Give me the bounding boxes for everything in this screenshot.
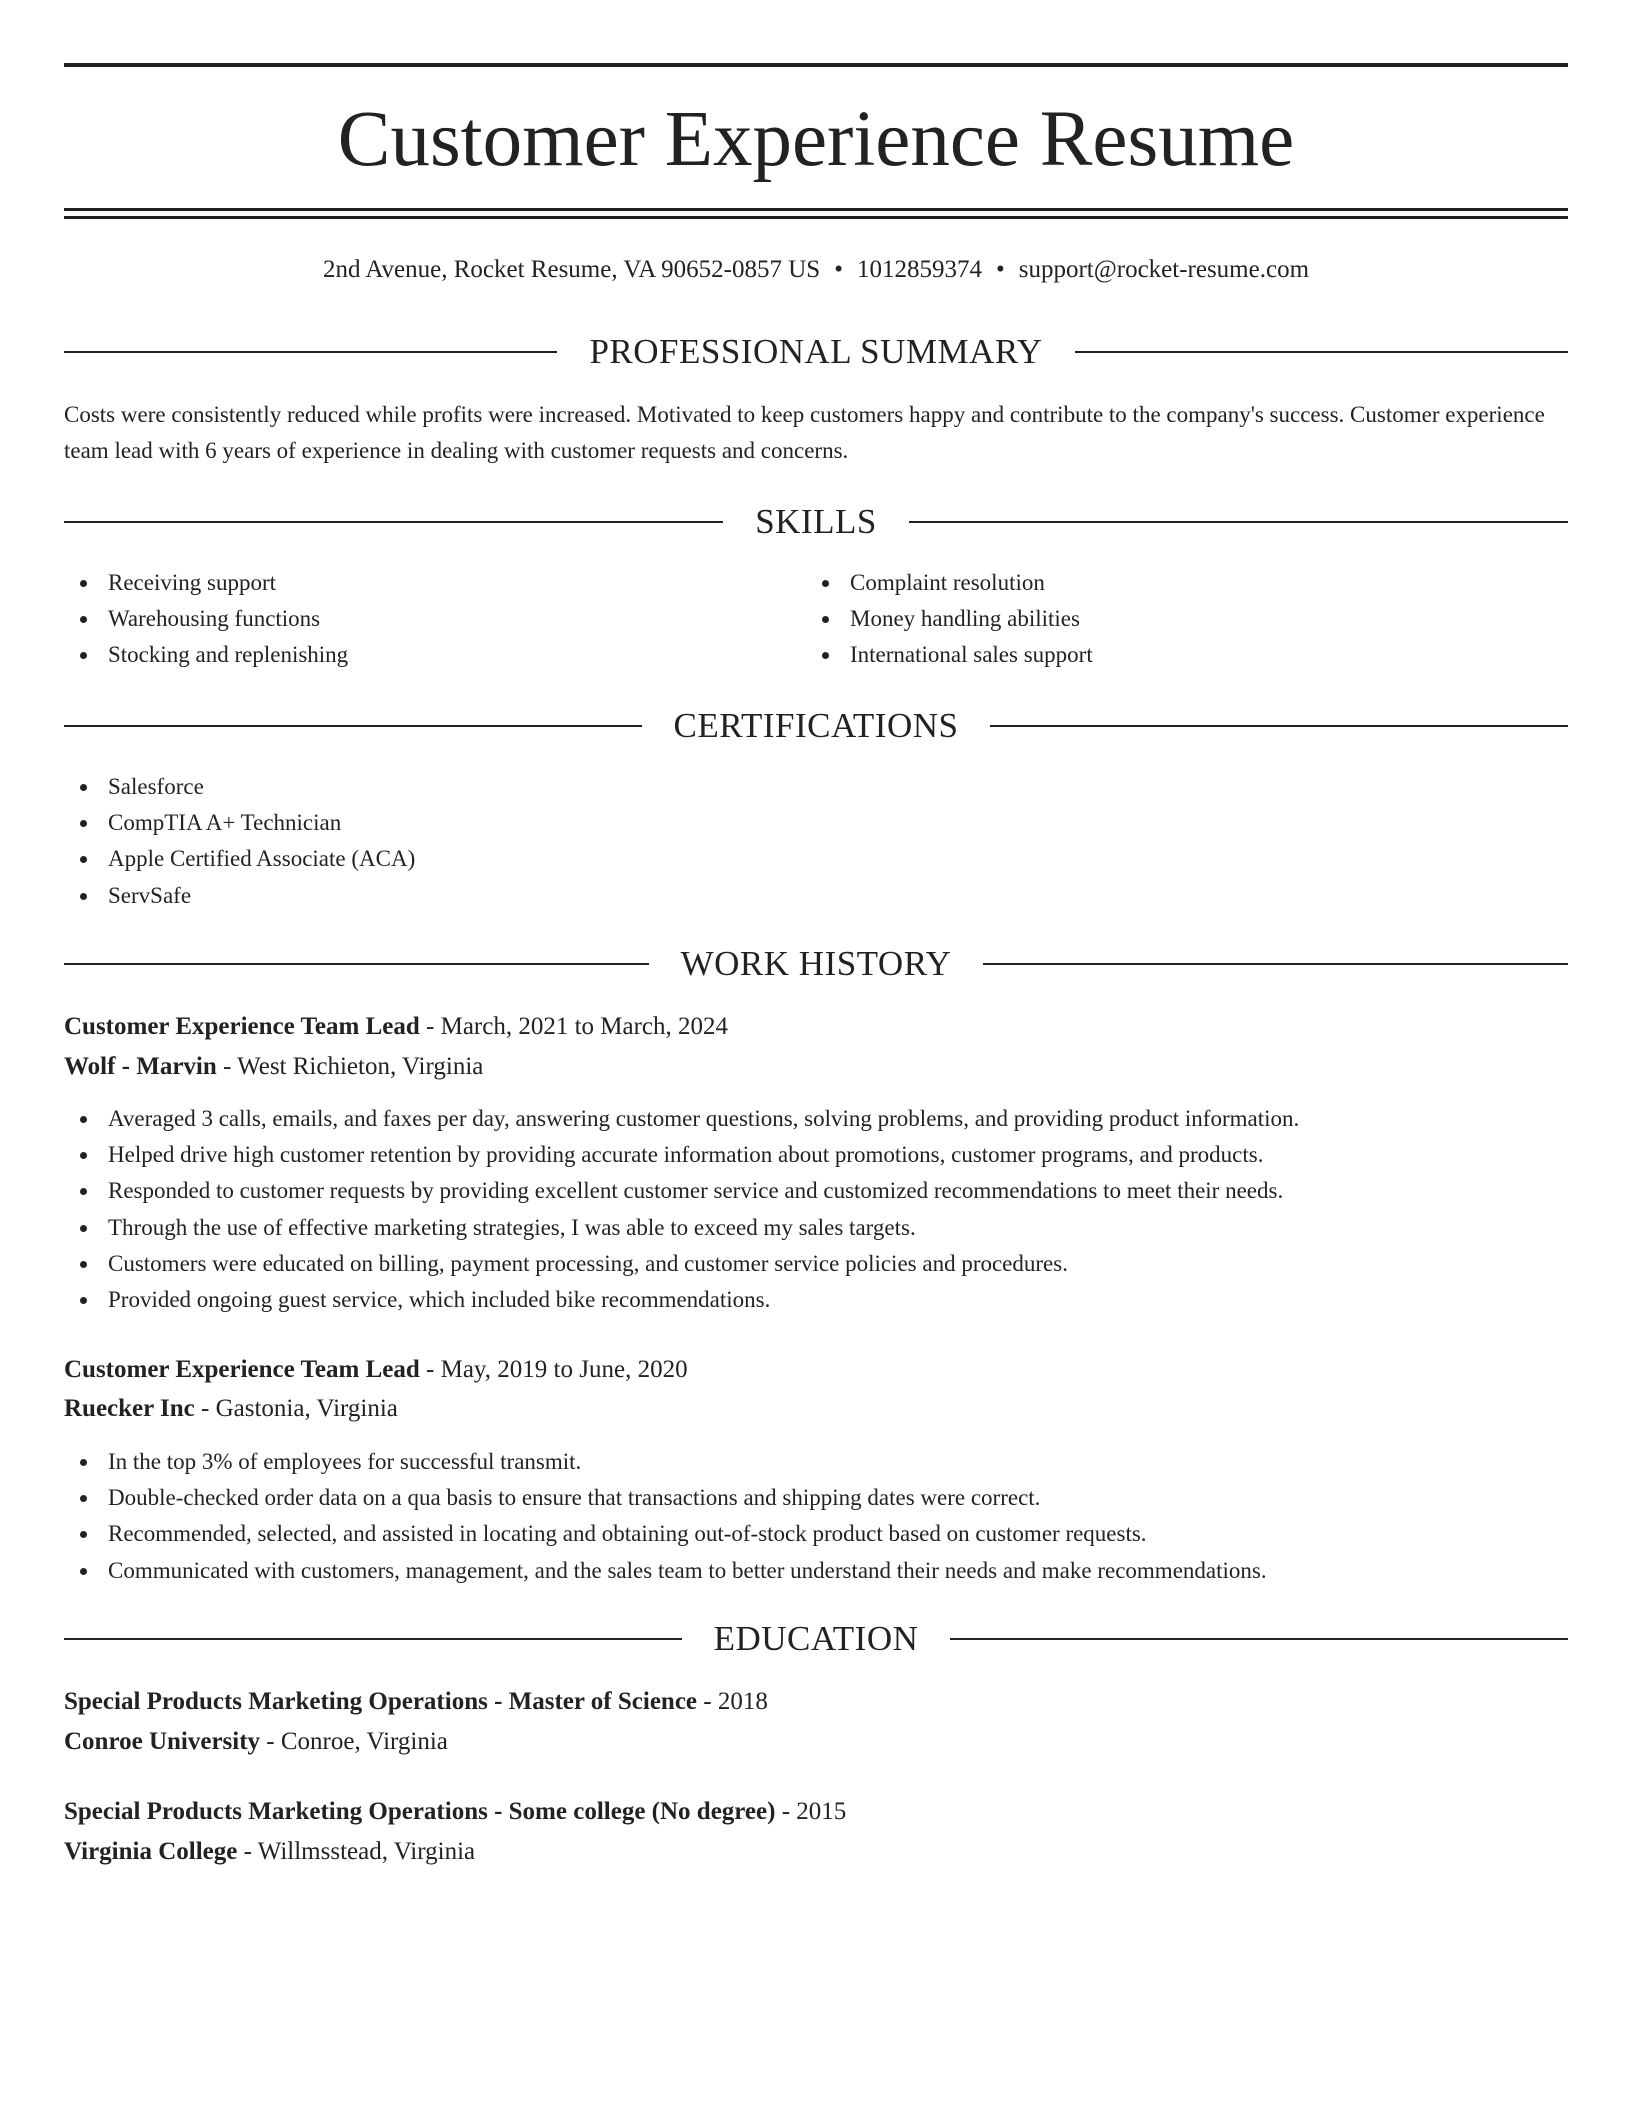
section-rule-left	[64, 963, 649, 965]
contact-separator: •	[995, 256, 1005, 283]
contact-phone: 1012859374	[856, 256, 982, 283]
contact-separator: •	[834, 256, 843, 283]
education-location: - Willmsstead, Virginia	[237, 1838, 476, 1865]
job-company: Wolf - Marvin	[64, 1053, 217, 1080]
job-bullet: Through the use of effective marketing strategies, I was able to exceed my sales targets.	[64, 1210, 1299, 1246]
job-bullet: Double-checked order data on a qua basis to ensure that transactions and shipping dates were correct.	[64, 1480, 1267, 1516]
section-header-summary	[64, 328, 1568, 376]
education-degree: Special Products Marketing Operations - Master of Science	[64, 1688, 698, 1715]
section-header-certifications	[64, 702, 1568, 750]
skills-list-left	[64, 565, 348, 674]
job-bullet: Averaged 3 calls, emails, and faxes per day, answering customer questions, solving problems, and providing product information.	[64, 1101, 1299, 1137]
job-bullet: Recommended, selected, and assisted in locating and obtaining out-of-stock product based on customer requests.	[64, 1516, 1267, 1552]
section-rule-right	[909, 521, 1568, 523]
education-location: - Conroe, Virginia	[260, 1728, 448, 1755]
section-rule-right	[1075, 351, 1568, 353]
job-dates: - May, 2019 to June, 2020	[419, 1356, 688, 1383]
resume-title: Customer Experience Resume	[337, 96, 1295, 183]
contact-address: 2nd Avenue, Rocket Resume, VA 90652-0857 US	[322, 256, 821, 283]
contact-email: support@rocket-resume.com	[1018, 256, 1310, 283]
section-rule-left	[64, 351, 557, 353]
section-title-skills: SKILLS	[755, 502, 877, 541]
skill-item: Receiving support	[64, 565, 348, 601]
job-bullet: Provided ongoing guest service, which included bike recommendations.	[64, 1282, 1299, 1318]
certification-item: CompTIA A+ Technician	[64, 805, 415, 841]
section-header-skills	[64, 498, 1568, 546]
education-year: - 2018	[697, 1688, 768, 1715]
certification-item: Salesforce	[64, 769, 415, 805]
job-bullet: Helped drive high customer retention by providing accurate information about promotions, customer programs, and products.	[64, 1137, 1299, 1173]
section-header-work-history	[64, 940, 1568, 988]
job-location: - Gastonia, Virginia	[194, 1395, 398, 1422]
section-header-education	[64, 1615, 1568, 1663]
job-title-line	[64, 1352, 688, 1388]
certification-item: Apple Certified Associate (ACA)	[64, 841, 415, 877]
section-rule-left	[64, 725, 642, 727]
section-title-summary: PROFESSIONAL SUMMARY	[589, 332, 1043, 371]
skill-item: Money handling abilities	[806, 601, 1093, 637]
job-title: Customer Experience Team Lead	[64, 1013, 420, 1040]
education-degree-line	[64, 1794, 846, 1830]
skills-list-right	[806, 565, 1093, 674]
section-rule-left	[64, 1638, 682, 1640]
section-title-education: EDUCATION	[713, 1619, 919, 1658]
education-year: - 2015	[775, 1798, 847, 1825]
section-title-certifications: CERTIFICATIONS	[673, 706, 959, 745]
job-company-line	[64, 1391, 398, 1427]
contact-line	[64, 252, 1568, 288]
education-school-line	[64, 1724, 448, 1760]
skill-item: Stocking and replenishing	[64, 637, 348, 673]
job-bullet: Communicated with customers, management, and the sales team to better understand their needs and make recommendations.	[64, 1553, 1267, 1589]
skill-item: International sales support	[806, 637, 1093, 673]
job-title: Customer Experience Team Lead	[64, 1356, 420, 1383]
certification-item: ServSafe	[64, 878, 415, 914]
header-double-rule-upper	[64, 208, 1568, 211]
job-location: - West Richieton, Virginia	[216, 1053, 484, 1080]
header-top-rule	[64, 63, 1568, 67]
section-rule-right	[990, 725, 1568, 727]
skill-item: Complaint resolution	[806, 565, 1093, 601]
job-dates: - March, 2021 to March, 2024	[419, 1013, 729, 1040]
job-title-line	[64, 1009, 728, 1045]
job-bullets	[64, 1444, 1267, 1589]
job-bullet: Customers were educated on billing, payment processing, and customer service policies and procedures.	[64, 1246, 1299, 1282]
job-bullet: Responded to customer requests by providing excellent customer service and customized recommendations to meet their needs.	[64, 1173, 1299, 1209]
job-company-line	[64, 1049, 483, 1085]
certifications-list	[64, 769, 415, 914]
section-rule-left	[64, 521, 723, 523]
education-school-line	[64, 1834, 475, 1870]
skill-item: Warehousing functions	[64, 601, 348, 637]
education-degree: Special Products Marketing Operations - Some college (No degree)	[64, 1798, 776, 1825]
header-double-rule-lower	[64, 216, 1568, 219]
job-bullet: In the top 3% of employees for successful transmit.	[64, 1444, 1267, 1480]
job-company: Ruecker Inc	[64, 1395, 195, 1422]
education-school: Virginia College	[64, 1838, 238, 1865]
job-bullets	[64, 1101, 1299, 1318]
education-degree-line	[64, 1684, 768, 1720]
education-school: Conroe University	[64, 1728, 261, 1755]
section-title-work-history: WORK HISTORY	[680, 944, 952, 983]
section-rule-right	[983, 963, 1568, 965]
summary-paragraph: Costs were consistently reduced while profits were increased. Motivated to keep customers happy and contribute to the company's success. Customer experience team lead with 6 years of experience in dealing with customer requests and concerns.	[64, 402, 1545, 463]
section-rule-right	[950, 1638, 1568, 1640]
